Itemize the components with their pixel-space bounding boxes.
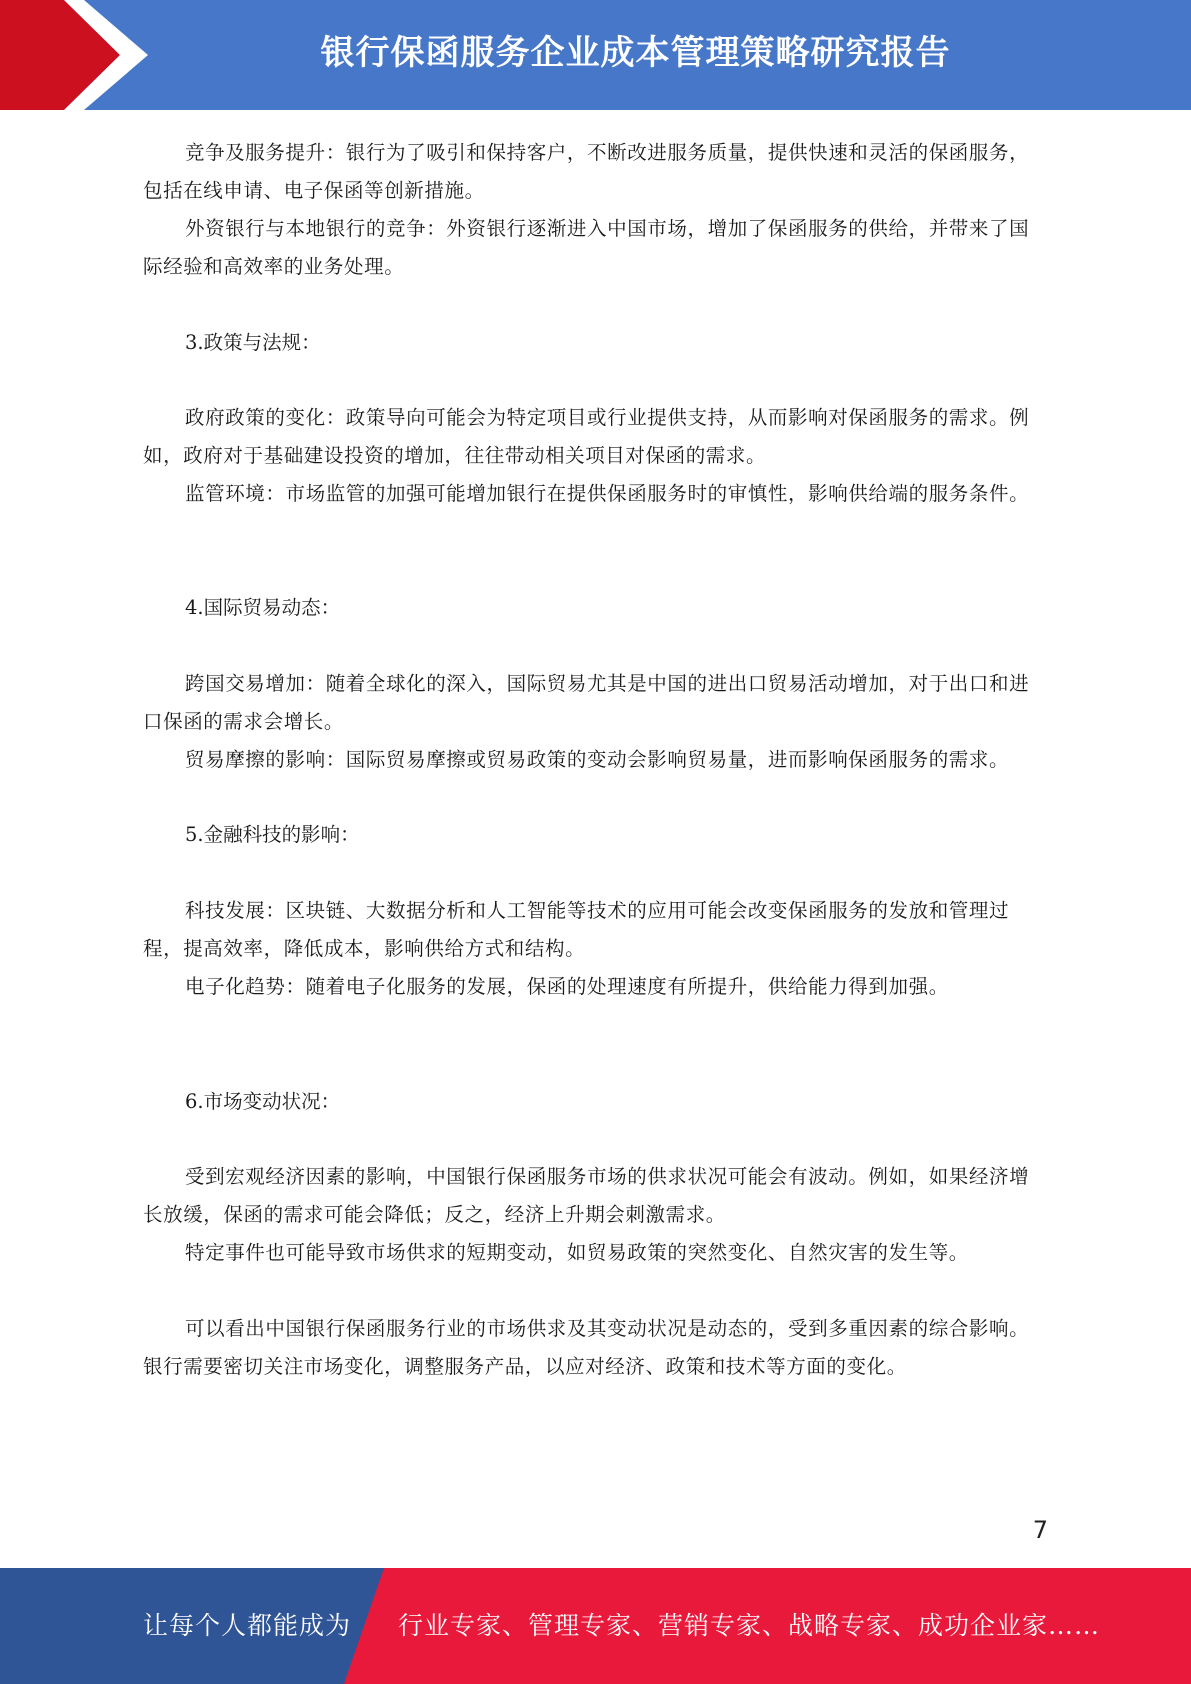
paragraph-specific-events: 特定事件也可能导致市场供求的短期变动，如贸易政策的突然变化、自然灾害的发生等。 [185, 1241, 969, 1264]
paragraph-foreign-banks: 外资银行与本地银行的竞争：外资银行逐渐进入中国市场，增加了保函服务的供给，并带来了国际经验和高效率的业务处理。 [143, 217, 1030, 278]
page-number: 7 [1032, 1516, 1048, 1544]
paragraph-regulation: 监管环境：市场监管的加强可能增加银行在提供保函服务时的审慎性，影响供给端的服务条件。 [185, 482, 1030, 505]
header-chevron-decoration [0, 0, 160, 110]
paragraph-technology: 科技发展：区块链、大数据分析和人工智能等技术的应用可能会改变保函服务的发放和管理过程，提高效率，降低成本，影响供给方式和结构。 [143, 899, 1010, 960]
footer-slogan-right: 行业专家、管理专家、营销专家、战略专家、成功企业家…… [398, 1611, 1101, 1640]
section-heading-policy: 3.政策与法规： [185, 331, 321, 354]
paragraph-government-policy: 政府政策的变化：政策导向可能会为特定项目或行业提供支持，从而影响对保函服务的需求。例如，政府对于基础建设投资的增加，往往带动相关项目对保函的需求。 [143, 406, 1030, 467]
paragraph-macro-economy: 受到宏观经济因素的影响，中国银行保函服务市场的供求状况可能会有波动。例如，如果经济增长放缓，保函的需求可能会降低；反之，经济上升期会刺激需求。 [143, 1165, 1030, 1226]
section-heading-market: 6.市场变动状况： [185, 1090, 341, 1113]
paragraph-competition-service: 竞争及服务提升：银行为了吸引和保持客户，不断改进服务质量，提供快速和灵活的保函服务，包括在线申请、电子保函等创新措施。 [143, 141, 1030, 202]
section-heading-trade: 4.国际贸易动态： [185, 596, 341, 619]
footer-slogan-left: 让每个人都能成为 [143, 1611, 352, 1640]
section-heading-fintech: 5.金融科技的影响： [185, 823, 360, 846]
paragraph-digitalization: 电子化趋势：随着电子化服务的发展，保函的处理速度有所提升，供给能力得到加强。 [185, 975, 949, 998]
page-footer [0, 1568, 1191, 1684]
report-title: 银行保函服务企业成本管理策略研究报告 [320, 33, 951, 73]
paragraph-trade-friction: 贸易摩擦的影响：国际贸易摩擦或贸易政策的变动会影响贸易量，进而影响保函服务的需求。 [185, 748, 1010, 771]
paragraph-cross-border-trade: 跨国交易增加：随着全球化的深入，国际贸易尤其是中国的进出口贸易活动增加，对于出口和进口保函的需求会增长。 [143, 672, 1030, 733]
paragraph-conclusion: 可以看出中国银行保函服务行业的市场供求及其变动状况是动态的，受到多重因素的综合影响。银行需要密切关注市场变化，调整服务产品，以应对经济、政策和技术等方面的变化。 [143, 1317, 1030, 1378]
page-header [0, 0, 1191, 110]
